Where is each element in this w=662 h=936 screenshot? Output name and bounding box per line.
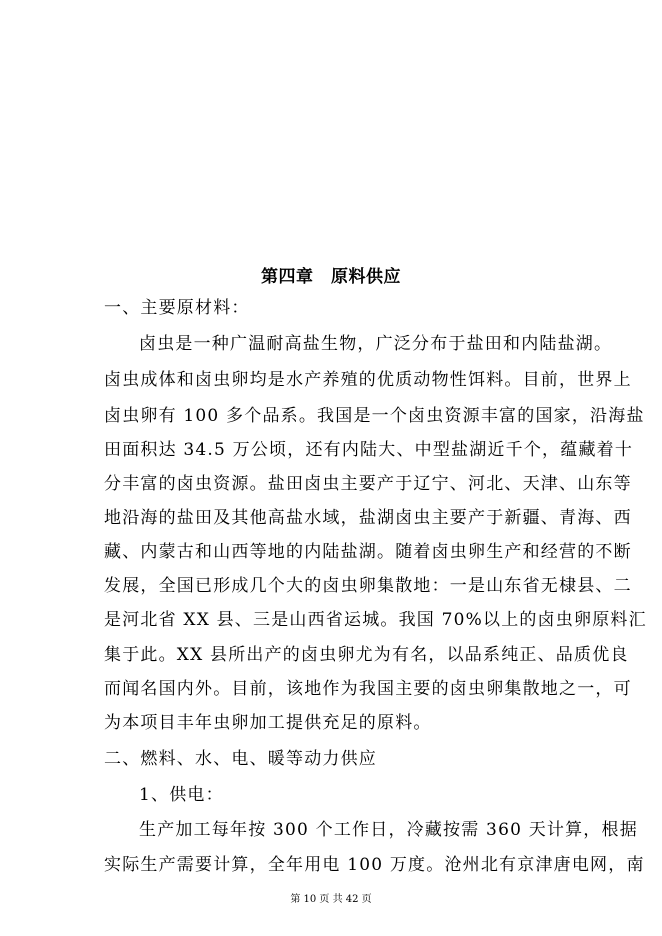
paragraph-line: 藏、内蒙古和山西等地的内陆盐湖。随着卤虫卵生产和经营的不断 [104, 542, 632, 562]
subsection-heading: 1、供电： [139, 785, 224, 805]
paragraph-line: 生产加工每年按 300 个工作日，冷藏按需 360 天计算，根据 [139, 820, 638, 840]
paragraph-line: 实际生产需要计算，全年用电 100 万度。沧州北有京津唐电网，南 [104, 855, 645, 875]
paragraph-line: 分丰富的卤虫资源。盐田卤虫主要产于辽宁、河北、天津、山东等 [104, 474, 632, 494]
paragraph-line: 田面积达 34.5 万公顷，还有内陆大、中型盐湖近千个，蕴藏着十 [104, 440, 634, 460]
paragraph-line: 卤虫卵有 100 多个品系。我国是一个卤虫资源丰富的国家，沿海盐 [104, 406, 645, 426]
paragraph-line: 而闻名国内外。目前，该地作为我国主要的卤虫卵集散地之一，可 [104, 679, 632, 699]
page-footer: 第 10 页 共 42 页 [290, 894, 372, 905]
paragraph-line: 为本项目丰年虫卵加工提供充足的原料。 [104, 713, 432, 733]
section-heading: 一、主要原材料： [104, 298, 250, 318]
paragraph-line: 发展，全国已形成几个大的卤虫卵集散地：一是山东省无棣县、二 [104, 576, 632, 596]
paragraph-line: 卤虫是一种广温耐高盐生物，广泛分布于盐田和内陆盐湖。 [139, 334, 613, 354]
paragraph-line: 地沿海的盐田及其他高盐水域，盐湖卤虫主要产于新疆、青海、西 [104, 508, 632, 528]
paragraph-line: 卤虫成体和卤虫卵均是水产养殖的优质动物性饵料。目前，世界上 [104, 370, 632, 390]
paragraph-line: 集于此。XX 县所出产的卤虫卵尤为有名，以品系纯正、品质优良 [104, 645, 629, 665]
paragraph-line: 是河北省 XX 县、三是山西省运城。我国 70%以上的卤虫卵原料汇 [104, 610, 647, 630]
chapter-title: 第四章 原料供应 [261, 267, 401, 287]
section-heading: 二、燃料、水、电、暖等动力供应 [104, 749, 377, 769]
